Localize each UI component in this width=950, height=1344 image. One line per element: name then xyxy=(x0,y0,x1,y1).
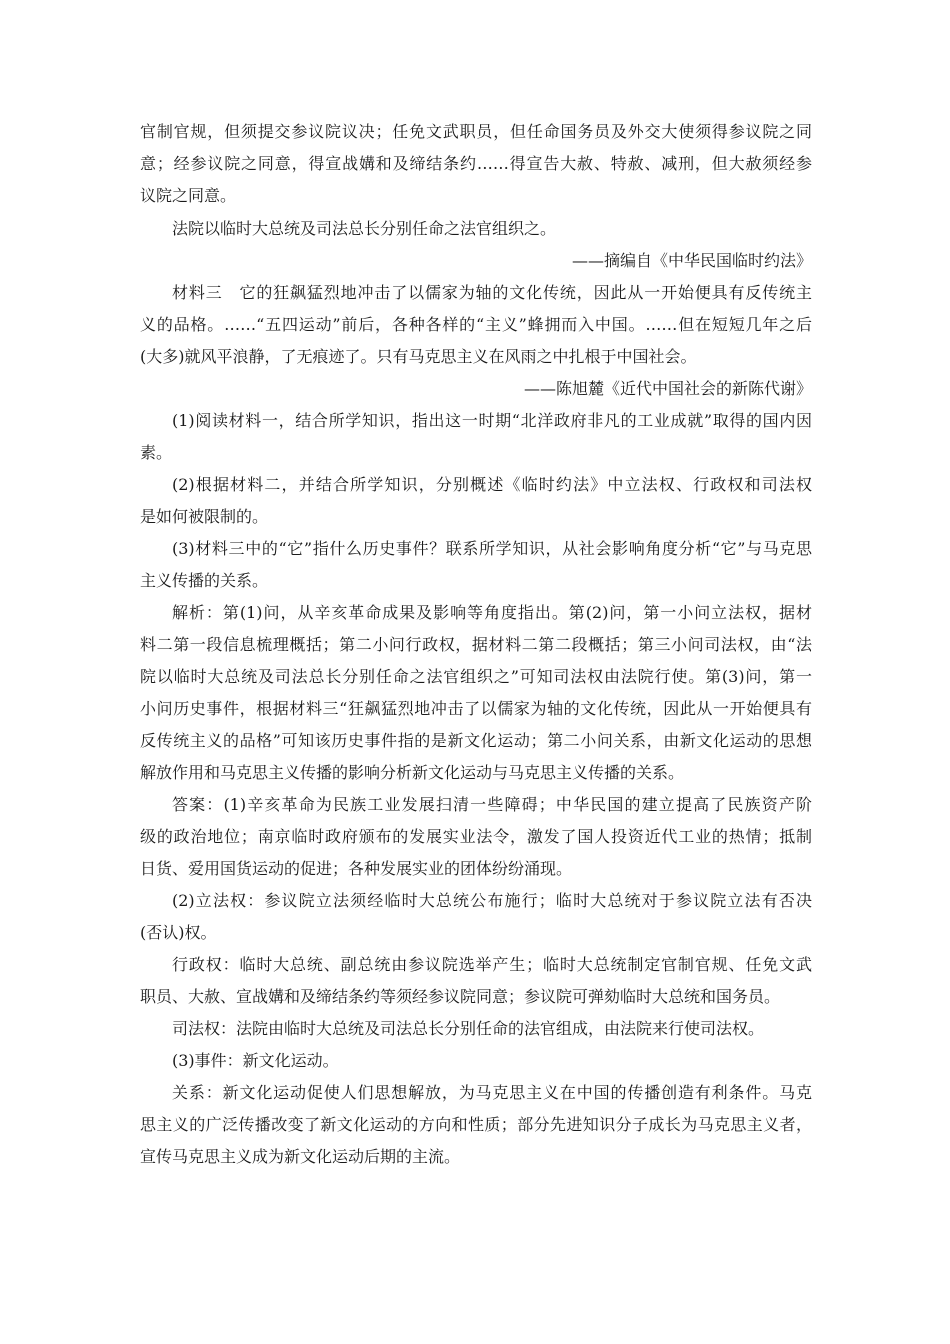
text-line: 料二第一段信息梳理概括；第二小问行政权，据材料二第二段概括；第三小问司法权，由“法 xyxy=(140,635,812,654)
text-line: 议院之同意。 xyxy=(140,186,237,205)
text-line: 职员、大赦、宣战媾和及缔结条约等须经参议院同意；参议院可弹劾临时大总统和国务员。 xyxy=(140,987,781,1006)
text-line: 院以临时大总统及司法总长分别任命之法官组织之”可知司法权由法院行使。第(3)问，第一 xyxy=(140,667,812,686)
text-line: 级的政治地位；南京临时政府颁布的发展实业法令，激发了国人投资近代工业的热情；抵制 xyxy=(140,827,812,846)
text-line: 素。 xyxy=(140,443,173,462)
text-line: (否认)权。 xyxy=(140,923,217,942)
text-line: (大多)就风平浪静，了无痕迹了。只有马克思主义在风雨之中扎根于中国社会。 xyxy=(140,347,697,366)
text-line: 义的品格。……“五四运动”前后，各种各样的“主义”蜂拥而入中国。……但在短短几年之后 xyxy=(140,315,812,334)
answer-3: (3)事件：新文化运动。 xyxy=(172,1051,339,1070)
question-3: (3)材料三中的“它”指什么历史事件？联系所学知识，从社会影响角度分析“它”与马克思 xyxy=(172,539,812,558)
source-citation: ——陈旭麓《近代中国社会的新陈代谢》 xyxy=(523,379,812,398)
text-line: 解放作用和马克思主义传播的影响分析新文化运动与马克思主义传播的关系。 xyxy=(140,763,685,782)
answer-judicial: 司法权：法院由临时大总统及司法总长分别任命的法官组成，由法院来行使司法权。 xyxy=(172,1019,765,1038)
answer-2: (2)立法权：参议院立法须经临时大总统公布施行；临时大总统对于参议院立法有否决 xyxy=(172,891,812,910)
text-line: 反传统主义的品格”可知该历史事件指的是新文化运动；第二小问关系，由新文化运动的思想 xyxy=(140,731,812,750)
question-1: (1)阅读材料一，结合所学知识，指出这一时期“北洋政府非凡的工业成就”取得的国内因 xyxy=(172,411,812,430)
material-heading: 材料三 它的狂飙猛烈地冲击了以儒家为轴的文化传统，因此从一开始便具有反传统主 xyxy=(172,283,812,302)
text-line: 官制官规，但须提交参议院议决；任免文武职员，但任命国务员及外交大使须得参议院之同 xyxy=(140,122,812,141)
text-line: 意；经参议院之同意，得宣战媾和及缔结条约……得宣告大赦、特赦、减刑，但大赦须经参 xyxy=(140,154,812,173)
source-citation: ——摘编自《中华民国临时约法》 xyxy=(571,251,812,270)
text-line: 小问历史事件，根据材料三“狂飙猛烈地冲击了以儒家为轴的文化传统，因此从一开始便具有 xyxy=(140,699,812,718)
text-line: 法院以临时大总统及司法总长分别任命之法官组织之。 xyxy=(172,219,557,238)
question-2: (2)根据材料二，并结合所学知识，分别概述《临时约法》中立法权、行政权和司法权 xyxy=(172,475,812,494)
text-line: 是如何被限制的。 xyxy=(140,507,269,526)
text-line: 思主义的广泛传播改变了新文化运动的方向和性质；部分先进知识分子成长为马克思主义者， xyxy=(140,1115,812,1134)
answer-relation: 关系：新文化运动促使人们思想解放，为马克思主义在中国的传播创造有利条件。马克 xyxy=(172,1083,812,1102)
text-line: 日货、爱用国货运动的促进；各种发展实业的团体纷纷涌现。 xyxy=(140,859,573,878)
text-line: 主义传播的关系。 xyxy=(140,571,269,590)
analysis-heading: 解析：第(1)问，从辛亥革命成果及影响等角度指出。第(2)问，第一小问立法权，据材 xyxy=(172,603,812,622)
answer-executive: 行政权：临时大总统、副总统由参议院选举产生；临时大总统制定官制官规、任免文武 xyxy=(172,955,812,974)
answer-heading: 答案：(1)辛亥革命为民族工业发展扫清一些障碍；中华民国的建立提高了民族资产阶 xyxy=(172,795,812,814)
text-line: 宣传马克思主义成为新文化运动后期的主流。 xyxy=(140,1147,461,1166)
